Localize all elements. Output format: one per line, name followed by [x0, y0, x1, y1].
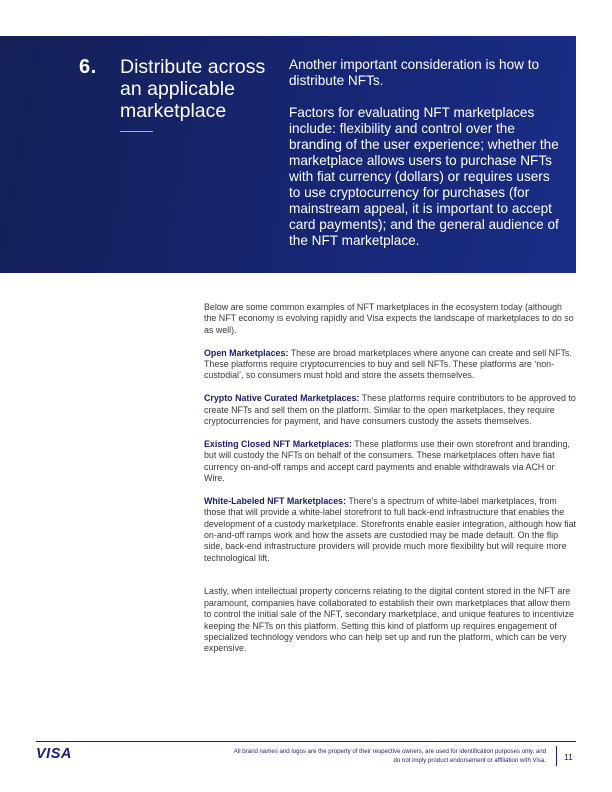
term-label: Crypto Native Curated Marketplaces: — [204, 393, 360, 404]
page-number-divider — [556, 746, 557, 766]
footer-rule — [36, 741, 576, 742]
title-accent-rule — [120, 131, 153, 132]
term-label: White-Labeled NFT Marketplaces: — [204, 495, 347, 506]
intro-paragraph: Factors for evaluating NFT marketplaces include: flexibility and control over the branding of the user experience; whether the marketplace allows users to purchase NFTs with fiat currency (dollars) or requires users to use cryptocurrency for purchases (for mainstream appeal, it is important to accept card payments); and the general audience of the NFT marketplace. — [289, 105, 559, 248]
marketplace-white-labeled — [204, 496, 576, 564]
term-description: These are broad marketplaces where anyone can create and sell NFTs. These platforms require cryptocurrencies to buy and sell NFTs. These platforms are ‘non-custodial’, so consumers must hold and store the assets themselves. — [204, 347, 572, 381]
body-text — [204, 302, 576, 666]
section-title: Distribute across an applicable marketplace — [120, 56, 266, 122]
lead-paragraph: Below are some common examples of NFT marketplaces in the ecosystem today (although the NFT economy is evolving rapidly and Visa expects the landscape of marketplaces to do so as well). — [204, 302, 574, 335]
term-description: These platforms use their own storefront and branding, but will custody the NFTs on behalf of the consumers. These marketplaces often have fiat currency on-and-off ramps and accept card payments and enable withdrawals via ACH or Wire. — [204, 438, 570, 484]
section-intro — [289, 57, 561, 265]
closing-paragraph: Lastly, when intellectual property concerns relating to the digital content stored in the NFT are paramount, companies have collaborated to establish their own marketplaces that allow them to control the initial sale of the NFT, secondary marketplace, and unique features to incentivize keeping the NFTs on this platform. Setting this kind of platform up requires engagement of specialized technology vendors who can help set up and run the platform, which can be very expensive. — [204, 586, 574, 654]
marketplace-crypto-curated — [204, 393, 576, 427]
marketplace-open — [204, 348, 576, 382]
term-description: These platforms require contributors to be approved to create NFTs and sell them on the platform. Similar to the open marketplaces, they require cryptocurrencies for payment, and have consumers custody the assets themselves. — [204, 393, 576, 427]
intro-paragraph: Another important consideration is how to distribute NFTs. — [289, 57, 540, 88]
marketplace-closed — [204, 439, 576, 485]
term-label: Open Marketplaces: — [204, 347, 289, 358]
page-number: 11 — [564, 752, 573, 762]
footer-disclaimer: All brand names and logos are the property of their respective owners, are used for identification purposes only, and do not imply product endorsement or affiliation with Visa. — [233, 748, 546, 764]
section-number: 6. — [79, 56, 97, 78]
term-description: There’s a spectrum of white-label marketplaces, from those that will provide a white-label storefront to full back-end infrastructure that enables the development of a custody marketplace. Storefronts enable easier integration, although how fiat on-and-off ramps work and how the assets are custodied may be made default. On the flip side, back-end infrastructure providers will provide much more flexibility but will require more technological lift. — [204, 495, 576, 563]
visa-logo: VISA — [36, 746, 72, 762]
term-label: Existing Closed NFT Marketplaces: — [204, 438, 352, 449]
